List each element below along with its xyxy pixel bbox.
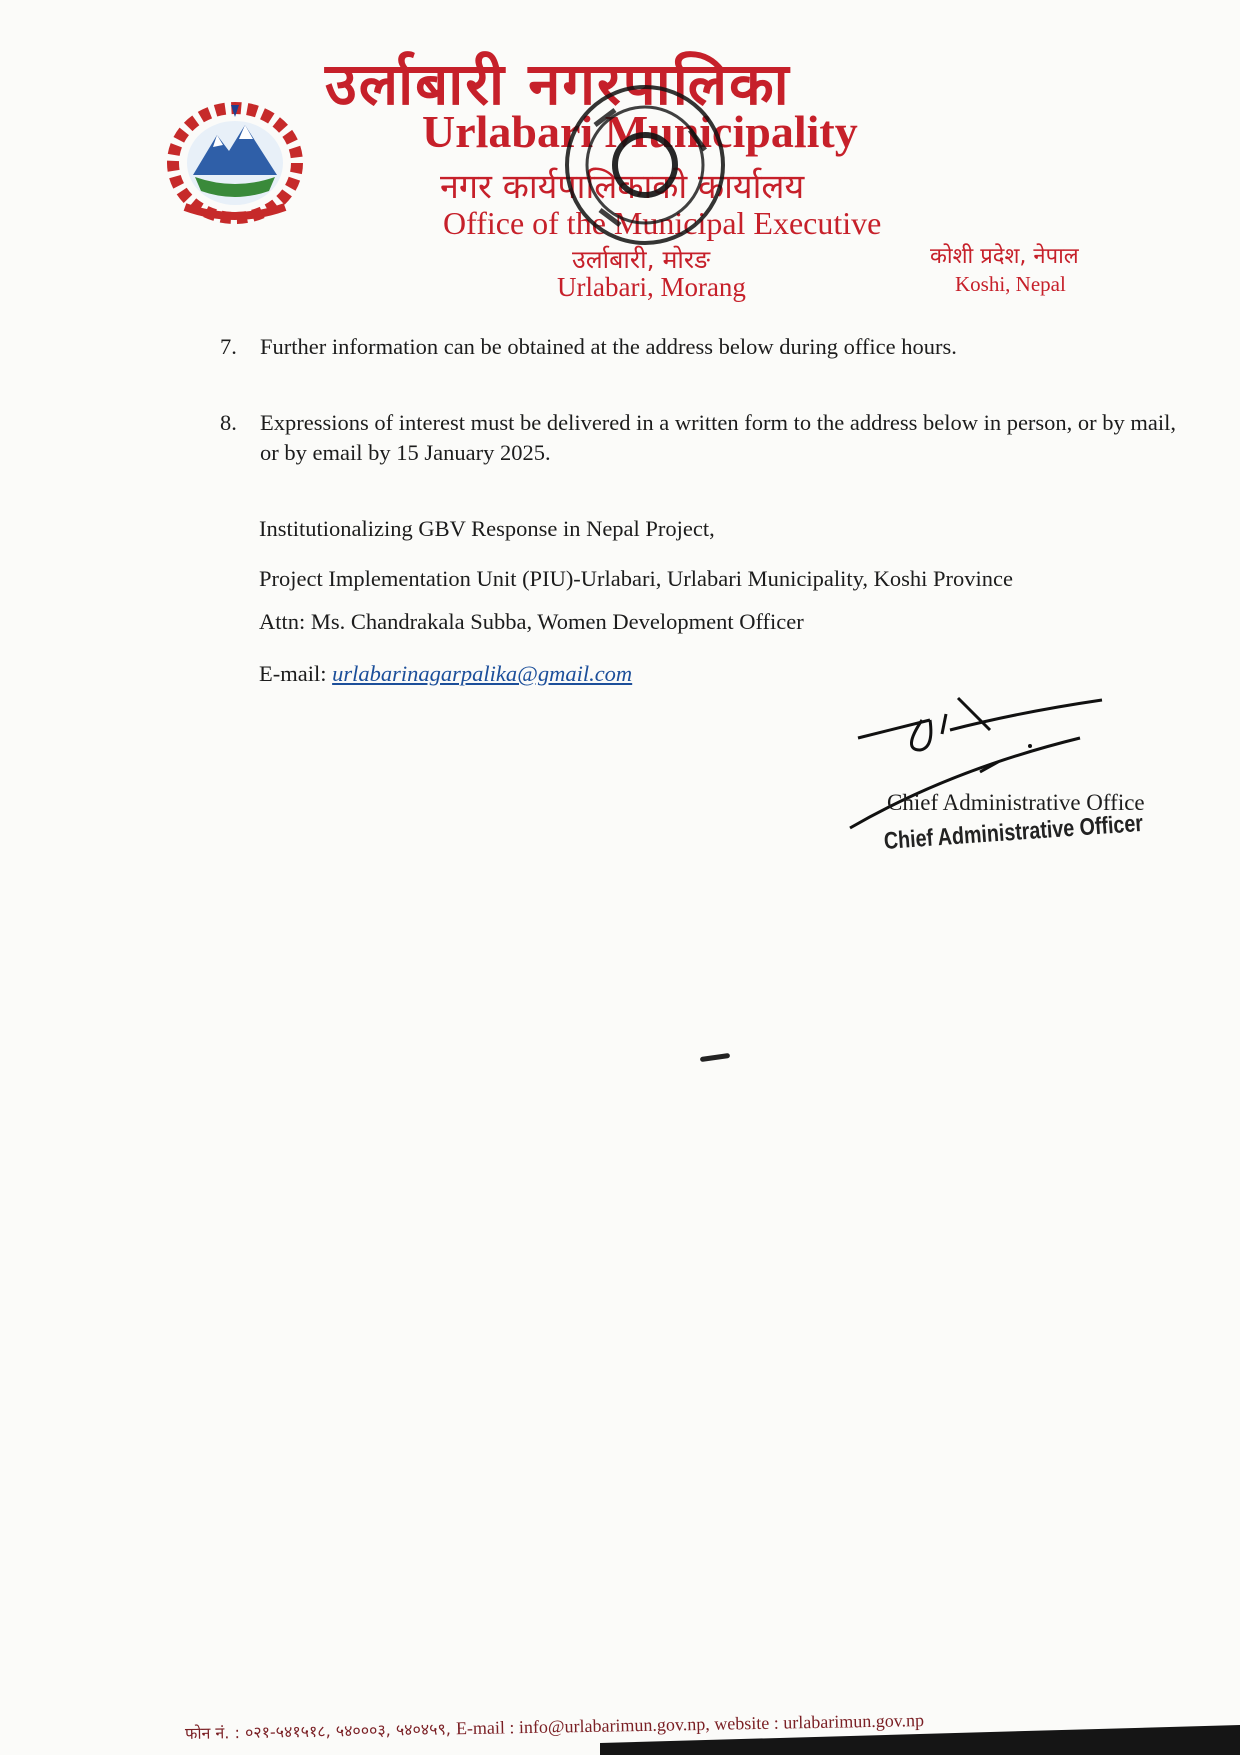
office-seal-icon [560, 80, 730, 250]
signatory-title: Chief Administrative Office [887, 790, 1145, 815]
header-place-nepali: उर्लाबारी, मोरङ [572, 245, 711, 274]
header-title-nepali: उर्लाबारी नगरपालिका [325, 50, 791, 118]
header-province-nepali: कोशी प्रदेश, नेपाल [930, 244, 1079, 269]
header-office-english: Office of the Municipal Executive [443, 205, 882, 241]
header-title-english: Urlabari Municipality [422, 106, 858, 157]
header-place-english: Urlabari, Morang [557, 272, 746, 302]
header-province-english: Koshi, Nepal [955, 272, 1066, 296]
list-text: Further information can be obtained at the address below during office hours. [260, 334, 957, 359]
list-item-8 [220, 408, 1180, 468]
list-item-7 [220, 332, 1180, 362]
email-label: E-mail: [259, 661, 333, 686]
address-line-unit: Project Implementation Unit (PIU)-Urlabari, Urlabari Municipality, Koshi Province [259, 566, 1013, 591]
signatory-stamp: Chief Administrative Officer [883, 809, 1144, 855]
nepal-emblem-icon [165, 95, 305, 225]
address-line-project: Institutionalizing GBV Response in Nepal Project, [259, 516, 715, 541]
address-email-line [259, 661, 632, 687]
list-number: 8. [220, 410, 237, 435]
list-text: Expressions of interest must be delivered in a written form to the address below in person, or by mail, or by email by 15 January 2025. [260, 410, 1177, 465]
list-number: 7. [220, 334, 237, 359]
footer-email[interactable]: E-mail : info@urlabarimun.gov.np, [455, 1713, 715, 1739]
footer-phones: ०२१-५४१५१८, ५४०००३, ५४०४५९, [244, 1719, 457, 1742]
address-line-attention: Attn: Ms. Chandrakala Subba, Women Development Officer [259, 609, 804, 634]
ink-mark [700, 1053, 730, 1062]
footer-phone-label: फोन नं. : [184, 1722, 246, 1743]
header-office-nepali: नगर कार्यपालिकाको कार्यालय [440, 167, 805, 207]
email-link[interactable]: urlabarinagarpalika@gmail.com [332, 661, 633, 686]
footer-website[interactable]: website : urlabarimun.gov.np [714, 1710, 925, 1734]
